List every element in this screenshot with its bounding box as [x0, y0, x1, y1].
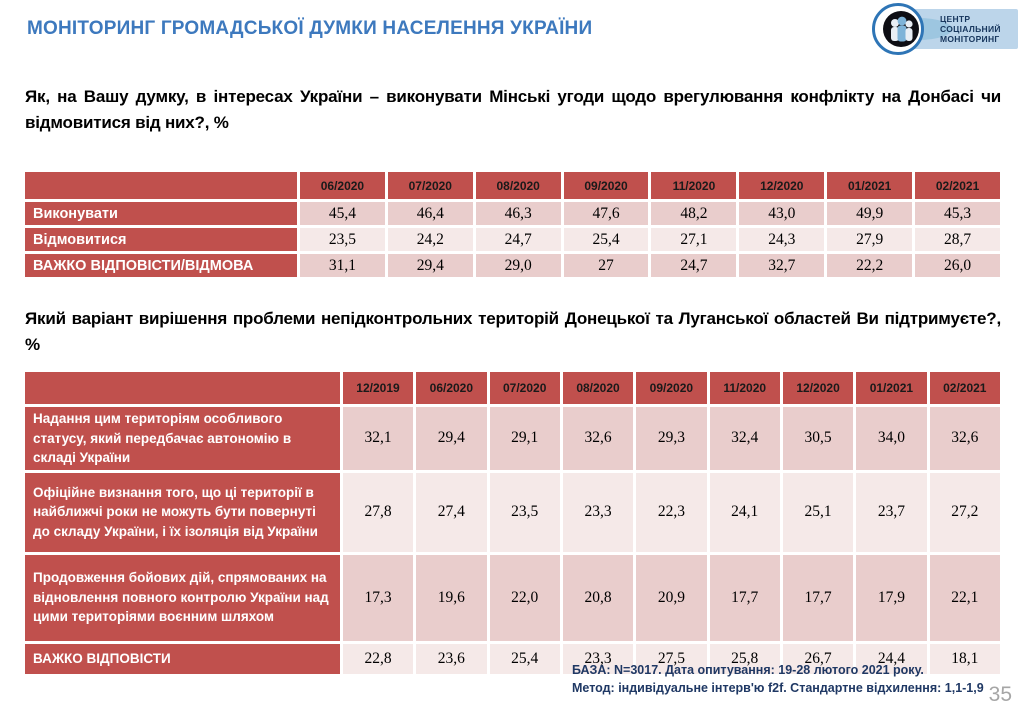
date-column-header: 11/2020 [651, 172, 736, 199]
date-column-header: 12/2020 [739, 172, 824, 199]
table-row [25, 473, 1000, 552]
date-column-header: 07/2020 [490, 372, 560, 404]
value-cell: 22,2 [827, 254, 912, 277]
row-label: Продовження бойових дій, спрямованих на відновлення повного контролю України над цими територіями воєнним шляхом [25, 555, 340, 641]
value-cell: 23,3 [563, 644, 633, 674]
value-cell: 23,7 [856, 473, 926, 552]
value-cell: 27,1 [651, 228, 736, 251]
value-cell: 26,7 [783, 644, 853, 674]
value-cell: 29,4 [388, 254, 473, 277]
value-cell: 46,4 [388, 202, 473, 225]
logo-text-line3: МОНІТОРИНГ [940, 34, 1000, 44]
value-cell: 22,1 [930, 555, 1000, 641]
value-cell: 29,3 [636, 407, 706, 470]
question-minsk-agreements: Як, на Вашу думку, в інтересах України – виконувати Мінські угоди щодо врегулювання конфлікту на Донбасі чи відмовитися від них?, % [25, 87, 1001, 133]
value-cell: 32,6 [563, 407, 633, 470]
people-icon [883, 11, 919, 47]
value-cell: 24,4 [856, 644, 926, 674]
value-cell: 49,9 [827, 202, 912, 225]
value-cell: 27,8 [343, 473, 413, 552]
date-column-header: 12/2020 [783, 372, 853, 404]
value-cell: 17,7 [783, 555, 853, 641]
date-column-header: 01/2021 [827, 172, 912, 199]
logo-text [940, 14, 1001, 44]
value-cell: 24,7 [651, 254, 736, 277]
logo-text-line2: СОЦІАЛЬНИЙ [940, 24, 1001, 34]
value-cell: 30,5 [783, 407, 853, 470]
row-label: Виконувати [25, 202, 297, 225]
value-cell: 25,4 [490, 644, 560, 674]
value-cell: 18,1 [930, 644, 1000, 674]
value-cell: 27,4 [416, 473, 486, 552]
value-cell: 27,2 [930, 473, 1000, 552]
date-column-header: 08/2020 [476, 172, 561, 199]
value-cell: 22,0 [490, 555, 560, 641]
org-logo [870, 4, 1020, 56]
date-column-header: 02/2021 [930, 372, 1000, 404]
value-cell: 22,8 [343, 644, 413, 674]
value-cell: 27,9 [827, 228, 912, 251]
value-cell: 32,7 [739, 254, 824, 277]
value-cell: 29,0 [476, 254, 561, 277]
value-cell: 28,7 [915, 228, 1000, 251]
value-cell: 27,5 [636, 644, 706, 674]
value-cell: 23,6 [416, 644, 486, 674]
value-cell: 45,3 [915, 202, 1000, 225]
date-column-header: 01/2021 [856, 372, 926, 404]
date-column-header: 11/2020 [710, 372, 780, 404]
value-cell: 24,3 [739, 228, 824, 251]
value-cell: 29,1 [490, 407, 560, 470]
page-number: 35 [988, 683, 1012, 706]
value-cell: 32,1 [343, 407, 413, 470]
row-label: ВАЖКО ВІДПОВІСТИ/ВІДМОВА [25, 254, 297, 277]
value-cell: 32,4 [710, 407, 780, 470]
date-column-header: 09/2020 [636, 372, 706, 404]
row-label: Офіційне визнання того, що ці території в найближчі роки не можуть бути повернуті до складу України, і їх ізоляція від України [25, 473, 340, 552]
value-cell: 22,3 [636, 473, 706, 552]
date-column-header: 06/2020 [416, 372, 486, 404]
value-cell: 20,9 [636, 555, 706, 641]
date-column-header: 06/2020 [300, 172, 385, 199]
value-cell: 27 [564, 254, 649, 277]
question-territories-solution: Який варіант вирішення проблеми непідконтрольних територій Донецької та Луганської областей Ви підтримуєте?, % [25, 309, 1001, 355]
value-cell: 17,3 [343, 555, 413, 641]
methodology-note [572, 661, 984, 697]
value-cell: 32,6 [930, 407, 1000, 470]
value-cell: 48,2 [651, 202, 736, 225]
value-cell: 17,9 [856, 555, 926, 641]
value-cell: 25,4 [564, 228, 649, 251]
territories-solution-table [22, 369, 1003, 677]
table-row [25, 407, 1000, 470]
date-column-header: 09/2020 [564, 172, 649, 199]
corner-cell [25, 172, 297, 199]
value-cell: 25,8 [710, 644, 780, 674]
date-column-header: 12/2019 [343, 372, 413, 404]
table-row [25, 202, 1000, 225]
value-cell: 17,7 [710, 555, 780, 641]
value-cell: 45,4 [300, 202, 385, 225]
date-column-header: 02/2021 [915, 172, 1000, 199]
value-cell: 24,7 [476, 228, 561, 251]
value-cell: 19,6 [416, 555, 486, 641]
row-label: ВАЖКО ВІДПОВІСТИ [25, 644, 340, 674]
value-cell: 23,5 [300, 228, 385, 251]
date-column-header: 08/2020 [563, 372, 633, 404]
value-cell: 47,6 [564, 202, 649, 225]
table-row [25, 254, 1000, 277]
value-cell: 34,0 [856, 407, 926, 470]
corner-cell [25, 372, 340, 404]
logo-ring [872, 3, 924, 55]
logo-text-line1: ЦЕНТР [940, 14, 971, 24]
row-label: Відмовитися [25, 228, 297, 251]
table-row [25, 555, 1000, 641]
value-cell: 23,5 [490, 473, 560, 552]
row-label: Надання цим територіям особливого статусу, який передбачає автономію в складі України [25, 407, 340, 470]
value-cell: 25,1 [783, 473, 853, 552]
page-title: МОНІТОРИНГ ГРОМАДСЬКОЇ ДУМКИ НАСЕЛЕННЯ УКРАЇНИ [27, 18, 593, 39]
value-cell: 24,2 [388, 228, 473, 251]
date-column-header: 07/2020 [388, 172, 473, 199]
value-cell: 46,3 [476, 202, 561, 225]
minsk-agreements-table [22, 169, 1003, 280]
table-row [25, 228, 1000, 251]
value-cell: 31,1 [300, 254, 385, 277]
value-cell: 23,3 [563, 473, 633, 552]
value-cell: 24,1 [710, 473, 780, 552]
methodology-line1: БАЗА: N=3017. Дата опитування: 19-28 лютого 2021 року. [572, 663, 924, 677]
value-cell: 29,4 [416, 407, 486, 470]
value-cell: 43,0 [739, 202, 824, 225]
methodology-line2: Метод: індивідуальне інтерв'ю f2f. Стандартне відхилення: 1,1-1,9 [572, 681, 984, 695]
value-cell: 26,0 [915, 254, 1000, 277]
value-cell: 20,8 [563, 555, 633, 641]
